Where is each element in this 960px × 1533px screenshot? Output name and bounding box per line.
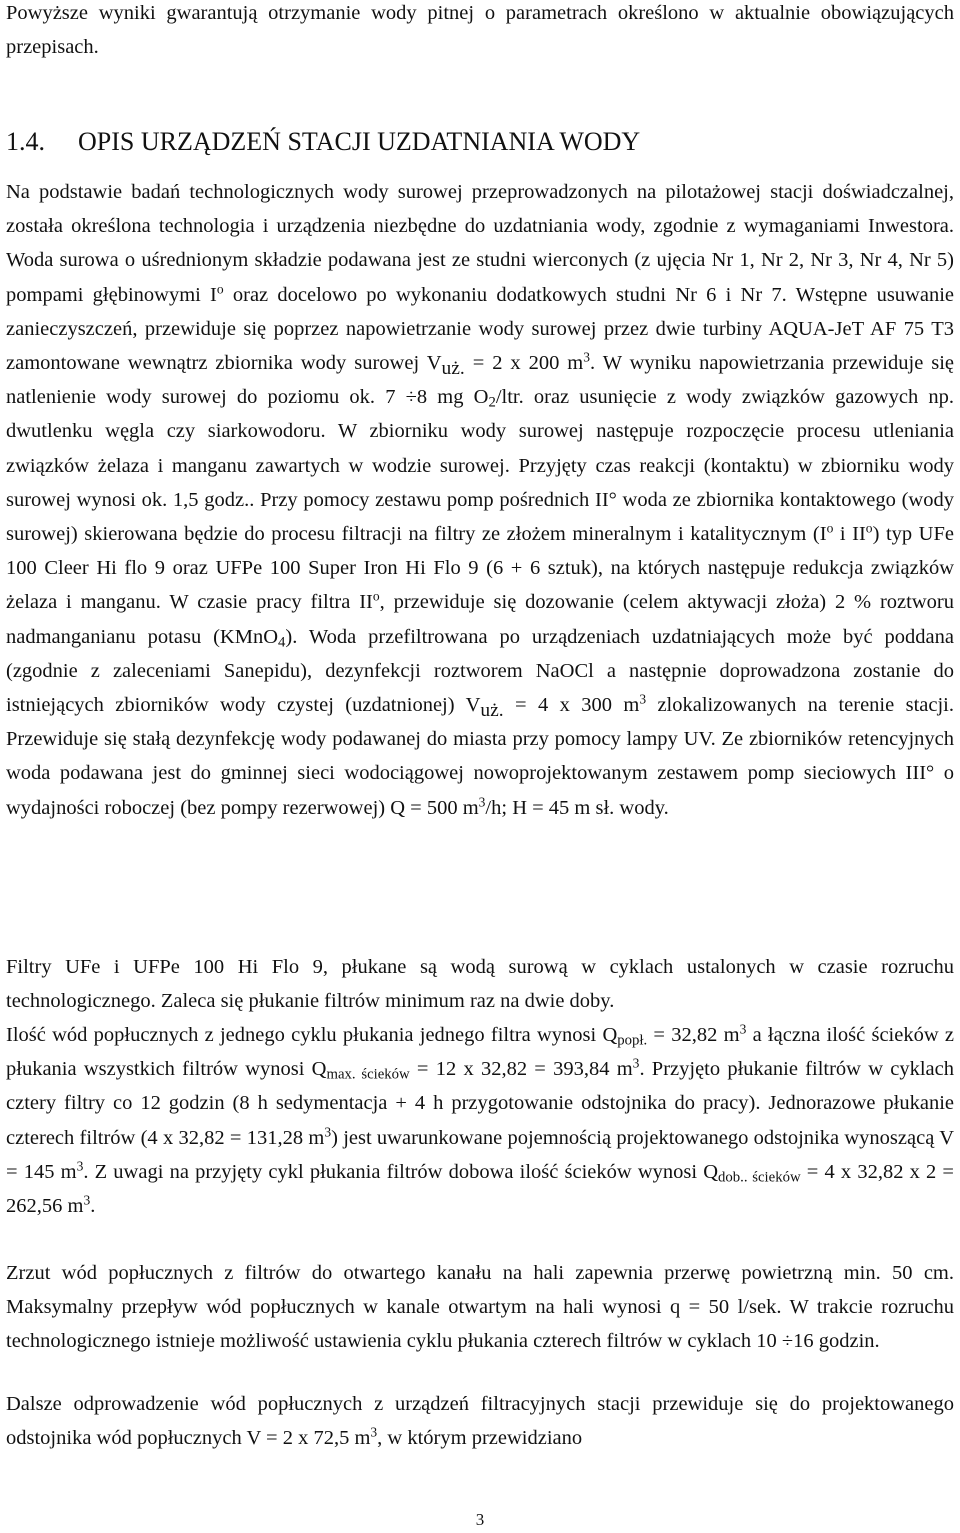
superscript: 3 bbox=[324, 1124, 332, 1140]
text-run: = 32,82 m bbox=[647, 1024, 740, 1046]
superscript: o bbox=[372, 589, 380, 604]
paragraph-filters: Filtry UFe i UFPe 100 Hi Flo 9, płukane są wodą surową w cyklach ustalonych w czasie rozruchu technologicznego. Zaleca się płukanie filtrów minimum raz na dwie doby. bbox=[6, 956, 954, 1013]
text-run: = 12 x 32,82 = 393,84 m bbox=[409, 1058, 633, 1081]
text-run: . Z uwagi na przyjęty cykl płukania filtrów dobowa ilość ścieków wynosi Q bbox=[83, 1160, 719, 1183]
text-run: oraz docelowo po wykonaniu dodatkowych studni Nr 6 i Nr 7. Wstępne usuwanie zanieczyszczeń, przewiduje się poprzez napowietrzanie wody surowej przez dwie turbiny AQUA-JeT AF 75 T3 zamontowane wewnątrz zbiornika wody surowej V bbox=[6, 283, 954, 375]
text-run: Dalsze odprowadzenie wód popłucznych z urządzeń filtracyjnych stacji przewiduje się do projektowanego odstojnika wód popłucznych V = 2 x 72,5 m bbox=[6, 1393, 954, 1450]
text-run: . bbox=[90, 1195, 96, 1218]
subscript: uż. bbox=[441, 357, 465, 379]
text-run: zlokalizowanych na terenie stacji. Przewiduje się stałą dezynfekcję wody podawanej do miasta przy pomocy lampy UV. Ze zbiorników retencyjnych woda podawana jest do gminnej sieci wodociągowej nowoprojektowanym zestawem pomp sieciowych III° o wydajności roboczej (bez pompy rezerwowej) Q = 500 m bbox=[6, 694, 954, 819]
superscript: 3 bbox=[632, 1055, 640, 1071]
text-run: = 4 x 300 m bbox=[503, 694, 640, 717]
text-run: . W wyniku napowietrzania przewiduje się natlenienie wody surowej do poziomu ok. 7 ÷8 mg O bbox=[6, 352, 954, 409]
text-run: = 2 x 200 m bbox=[464, 352, 584, 375]
superscript: 3 bbox=[583, 349, 591, 365]
text-run: Na podstawie badań technologicznych wody surowej przeprowadzonych na pilotażowej stacji doświadczalnej, została określona technologia i urządzenia niezbędne do uzdatniania wody, zgodnie z wymaganiami Inwestora. Woda surowa o uśrednionym składzie podawana jest ze studni wierconych (z ujęcia Nr 1, Nr 2, Nr 3, Nr 4, Nr 5) pompami głębinowymi I bbox=[6, 181, 954, 306]
text-run: = 4 x 32,82 x 2 = 262,56 m bbox=[6, 1160, 954, 1218]
text-run: ). Woda przefiltrowana po urządzeniach uzdatniających może być poddana (zgodnie z zaleceniami Sanepidu), dezynfekcji roztworem NaOCl a następnie doprowadzona zostanie do istniejących zbiorników wody czystej (uzdatnionej) V bbox=[6, 625, 954, 717]
page-number: 3 bbox=[475, 1510, 485, 1529]
paragraph-discharge: Zrzut wód popłucznych z filtrów do otwartego kanału na hali zapewnia przerwę powietrzną min. 50 cm. Maksymalny przepływ wód popłucznych w kanale otwartym na hali wynosi q = 50 l/sek. W trakcie rozruchu technologicznego istnieje możliwość ustawienia cyklu płukania czterech filtrów w cyklach 10 ÷16 godzin. bbox=[6, 1262, 954, 1353]
text-run: ) typ UFe 100 Cleer Hi flo 9 oraz UFPe 100 Super Iron Hi Flo 9 (6 + 6 sztuk), na których następuje redukcja związków żelaza i manganu. W czasie pracy filtra II bbox=[6, 523, 954, 614]
subscript: popł. bbox=[617, 1032, 648, 1049]
text-run: Ilość wód popłucznych z jednego cyklu płukania jednego filtra wynosi Q bbox=[6, 1024, 618, 1046]
intro-paragraph: Powyższe wyniki gwarantują otrzymanie wody pitnej o parametrach określono w aktualnie obowiązujących przepisach. bbox=[6, 2, 954, 59]
superscript: 3 bbox=[370, 1424, 378, 1440]
paragraph-technology bbox=[6, 175, 954, 825]
text-run: ) jest uwarunkowane pojemnością projektowanego odstojnika wynoszącą V = 145 m bbox=[6, 1126, 954, 1183]
section-title: OPIS URZĄDZEŃ STACJI UZDATNIANIA WODY bbox=[78, 127, 641, 156]
superscript: 3 bbox=[478, 794, 486, 810]
superscript: o bbox=[865, 520, 873, 536]
text-run: , przewiduje się dozowanie (celem aktywacji złoża) 2 % roztworu nadmanganianu potasu (KMnO bbox=[6, 591, 954, 648]
subscript: uż. bbox=[480, 699, 504, 721]
superscript: 3 bbox=[639, 691, 647, 707]
text-run: a łączna ilość ścieków z płukania wszystkich filtrów wynosi Q bbox=[6, 1024, 954, 1081]
superscript: 3 bbox=[739, 1021, 747, 1037]
subscript: dob.. ścieków bbox=[718, 1169, 801, 1186]
section-number: 1.4. bbox=[6, 127, 45, 156]
superscript: 3 bbox=[83, 1192, 91, 1208]
paragraph-backwash bbox=[6, 1018, 954, 1223]
text-run: , w którym przewidziano bbox=[377, 1427, 583, 1450]
paragraph-settling-tank bbox=[6, 1387, 954, 1455]
subscript: max. ścieków bbox=[326, 1066, 410, 1083]
text-run: . Przyjęto płukanie filtrów w cyklach cztery filtry co 12 godzin (8 h sedymentacja + 4 h przygotowanie odstojnika do pracy). Jednorazowe płukanie czterech filtrów (4 x 32,82 = 131,28 m bbox=[6, 1058, 954, 1149]
text-run: /ltr. oraz usunięcie z wody związków gazowych np. dwutlenku węgla czy siarkowodoru. W zbiorniku wody surowej następuje rozpoczęcie procesu utleniania związków żelaza i manganu zawartych w wodzie surowej. Przyjęty czas reakcji (kontaktu) w zbiorniku wody surowej wynosi ok. 1,5 godz.. Przy pomocy zestawu pomp pośrednich II° woda ze zbiornika kontaktowego (wody surowej) skierowana będzie do procesu filtracji na filtry ze złożem mineralnym i katalitycznym (I bbox=[6, 386, 954, 546]
superscript: o bbox=[826, 520, 834, 536]
text-run: /h; H = 45 m sł. wody. bbox=[485, 796, 669, 819]
subscript: 4 bbox=[278, 634, 286, 651]
superscript: 3 bbox=[76, 1158, 84, 1174]
section-heading bbox=[6, 122, 954, 162]
subscript: 2 bbox=[488, 394, 496, 411]
superscript: o bbox=[216, 281, 224, 297]
text-run: i II bbox=[833, 523, 866, 546]
